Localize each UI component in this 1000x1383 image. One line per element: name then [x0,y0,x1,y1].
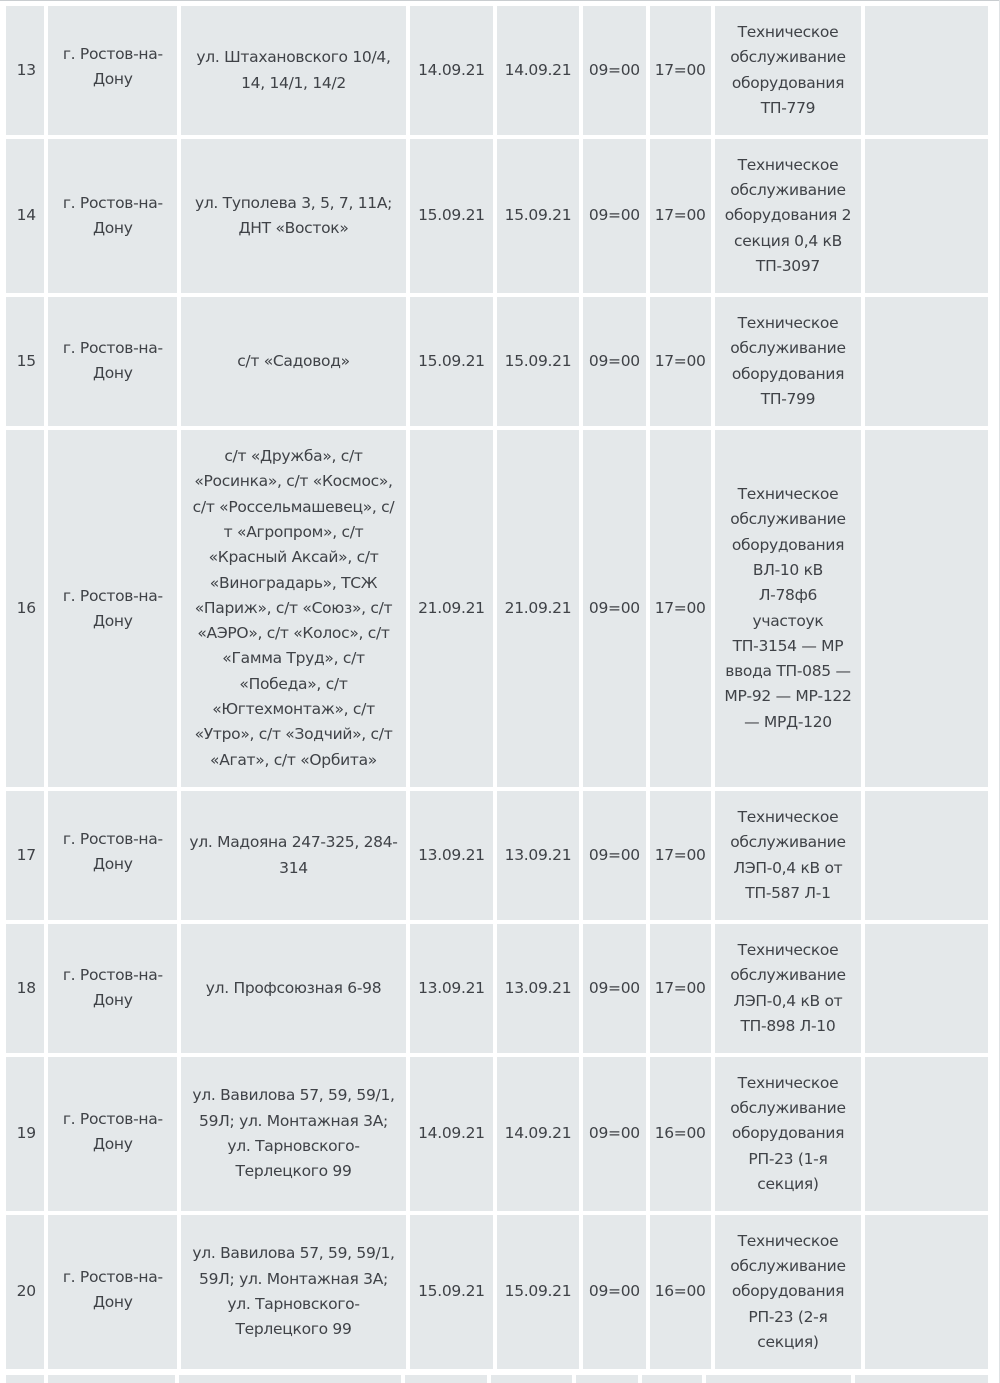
row-number [6,1215,44,1369]
end-time-cell-text: 16=00 [654,1282,706,1301]
start-time-cell [583,139,646,293]
end-time-cell [650,139,711,293]
note-cell [865,430,988,787]
start-date-cell [410,6,493,135]
start-date-cell [410,924,493,1053]
end-date-cell [497,1215,579,1369]
address-cell-text: с/т «Дружба», с/т «Росинка», с/т «Космос», с/т «Россельмашевец», с/т «Агропром», с/т «Красный Аксай», с/т «Виноградарь», ТСЖ «Париж», с/т «Союз», с/т «АЭРО», с/т «Колос», с/т «Гамма Труд», с/т «Победа», с/т «Югтехмонтаж», с/т «Утро», с/т «Зодчий», с/т «Агат», с/т «Орбита» [192,447,395,769]
start-time-cell [583,924,646,1053]
end-time-cell [650,430,711,787]
city-cell-text: г. Ростов-на-Дону [62,194,163,238]
work-description-cell-text: Техническое обслуживание оборудования 2 секция 0,4 кВ ТП-3097 [724,155,852,275]
row-number-text: 15 [16,351,36,370]
end-time-cell-text: 17=00 [654,60,706,79]
end-time-cell-text: 16=00 [654,1124,706,1143]
row-number [6,1057,44,1211]
end-time-cell [650,1057,711,1211]
end-date-cell-text: 14.09.21 [504,60,572,79]
work-description-cell [715,297,862,426]
city-cell [48,1057,177,1211]
work-description-cell-text: Техническое обслуживание оборудования РП-23 (2-я секция) [730,1231,846,1351]
row-number [6,139,44,293]
work-description-cell-text: Техническое обслуживание оборудования РП-23 (1-я секция) [730,1073,846,1193]
start-time-cell [583,791,646,920]
start-time-cell [583,6,646,135]
end-date-cell [497,791,579,920]
outage-schedule-table-wrapper [6,6,988,1369]
address-cell-text: ул. Туполева 3, 5, 7, 11А; ДНТ «Восток» [194,193,393,237]
end-date-cell [497,1057,579,1211]
end-time-cell-text: 17=00 [654,598,706,617]
end-date-cell [497,139,579,293]
address-cell [181,1215,406,1369]
table-row [6,1215,988,1369]
end-time-cell [650,791,711,920]
table-row [6,430,988,787]
address-cell-text: ул. Мадояна 247-325, 284-314 [189,833,398,877]
city-cell-text: г. Ростов-на-Дону [62,1268,163,1312]
start-time-cell-text: 09=00 [588,978,640,997]
address-cell [181,1057,406,1211]
start-time-cell [583,1215,646,1369]
note-cell [865,924,988,1053]
city-cell [48,1215,177,1369]
note-cell [865,1057,988,1211]
table-row [6,1057,988,1211]
start-date-cell [410,430,493,787]
table-body [6,6,988,1369]
work-description-cell [715,791,862,920]
end-date-cell [497,6,579,135]
work-description-cell-text: Техническое обслуживание ЛЭП-0,4 кВ от ТП-898 Л-10 [730,940,846,1035]
note-cell [865,791,988,920]
outage-schedule-table [2,2,992,1373]
address-cell [181,924,406,1053]
address-cell-text: с/т «Садовод» [237,351,350,370]
row-number [6,430,44,787]
note-cell [865,6,988,135]
note-cell [865,139,988,293]
start-date-cell-text: 15.09.21 [418,351,485,370]
end-time-cell [650,297,711,426]
address-cell [181,6,406,135]
address-cell-text: ул. Штахановского 10/4, 14, 14/1, 14/2 [196,48,391,92]
start-date-cell [410,297,493,426]
row-number-text: 14 [16,206,36,225]
start-date-cell [410,791,493,920]
end-date-cell-text: 21.09.21 [504,598,572,617]
end-date-cell-text: 13.09.21 [504,845,572,864]
address-cell [181,139,406,293]
row-number [6,791,44,920]
start-date-cell [410,1057,493,1211]
start-date-cell-text: 21.09.21 [418,598,485,617]
work-description-cell-text: Техническое обслуживание ЛЭП-0,4 кВ от ТП-587 Л-1 [730,807,846,902]
city-cell-text: г. Ростов-на-Дону [62,45,163,89]
start-time-cell [583,1057,646,1211]
row-number-text: 16 [16,598,36,617]
start-time-cell-text: 09=00 [588,1282,640,1301]
city-cell [48,924,177,1053]
city-cell [48,791,177,920]
next-row-partial [6,1375,988,1383]
end-date-cell-text: 15.09.21 [504,1282,572,1301]
city-cell [48,139,177,293]
work-description-cell [715,430,862,787]
end-date-cell-text: 15.09.21 [504,351,572,370]
table-row [6,924,988,1053]
start-time-cell-text: 09=00 [588,351,640,370]
start-time-cell [583,430,646,787]
address-cell-text: ул. Вавилова 57, 59, 59/1, 59Л; ул. Монтажная 3А; ул. Тарновского-Терлецкого 99 [192,1244,395,1339]
work-description-cell [715,1057,862,1211]
address-cell [181,791,406,920]
start-date-cell-text: 14.09.21 [418,60,485,79]
start-date-cell-text: 13.09.21 [418,845,485,864]
table-row [6,6,988,135]
start-time-cell-text: 09=00 [588,60,640,79]
end-date-cell [497,924,579,1053]
work-description-cell [715,6,862,135]
end-time-cell-text: 17=00 [654,206,706,225]
city-cell-text: г. Ростов-на-Дону [62,966,163,1010]
work-description-cell [715,139,862,293]
row-number-text: 19 [16,1124,36,1143]
start-time-cell [583,297,646,426]
row-number [6,297,44,426]
table-top-border [0,0,1000,1]
start-date-cell [410,1215,493,1369]
start-date-cell-text: 15.09.21 [418,206,485,225]
table-row [6,297,988,426]
end-time-cell-text: 17=00 [654,978,706,997]
start-date-cell-text: 13.09.21 [418,978,485,997]
row-number-text: 17 [16,845,36,864]
start-date-cell-text: 14.09.21 [418,1124,485,1143]
work-description-cell-text: Техническое обслуживание оборудования ТП-799 [730,313,846,408]
start-date-cell [410,139,493,293]
end-date-cell [497,297,579,426]
start-time-cell-text: 09=00 [588,206,640,225]
address-cell [181,297,406,426]
table-row [6,791,988,920]
end-date-cell-text: 15.09.21 [504,206,572,225]
city-cell-text: г. Ростов-на-Дону [62,830,163,874]
row-number [6,924,44,1053]
start-time-cell-text: 09=00 [588,845,640,864]
work-description-cell-text: Техническое обслуживание оборудования ТП-779 [730,22,846,117]
end-date-cell-text: 14.09.21 [504,1124,572,1143]
city-cell-text: г. Ростов-на-Дону [62,1110,163,1154]
city-cell-text: г. Ростов-на-Дону [62,339,163,383]
end-time-cell [650,1215,711,1369]
city-cell [48,430,177,787]
end-time-cell-text: 17=00 [654,845,706,864]
address-cell [181,430,406,787]
city-cell-text: г. Ростов-на-Дону [62,587,163,631]
end-time-cell [650,6,711,135]
end-time-cell [650,924,711,1053]
start-date-cell-text: 15.09.21 [418,1282,485,1301]
note-cell [865,1215,988,1369]
work-description-cell [715,1215,862,1369]
address-cell-text: ул. Профсоюзная 6-98 [205,978,382,997]
city-cell [48,297,177,426]
row-number [6,6,44,135]
start-time-cell-text: 09=00 [588,1124,640,1143]
table-row [6,139,988,293]
work-description-cell-text: Техническое обслуживание оборудования ВЛ-10 кВ Л-78ф6 участоук ТП-3154 — МР ввода ТП-085 — МР-92 — МР-122 — МРД-120 [724,485,852,731]
row-number-text: 20 [16,1282,36,1301]
address-cell-text: ул. Вавилова 57, 59, 59/1, 59Л; ул. Монтажная 3А; ул. Тарновского-Терлецкого 99 [192,1086,395,1181]
note-cell [865,297,988,426]
row-number-text: 13 [16,60,36,79]
end-date-cell [497,430,579,787]
end-date-cell-text: 13.09.21 [504,978,572,997]
work-description-cell [715,924,862,1053]
end-time-cell-text: 17=00 [654,351,706,370]
city-cell [48,6,177,135]
start-time-cell-text: 09=00 [588,598,640,617]
row-number-text: 18 [16,978,36,997]
